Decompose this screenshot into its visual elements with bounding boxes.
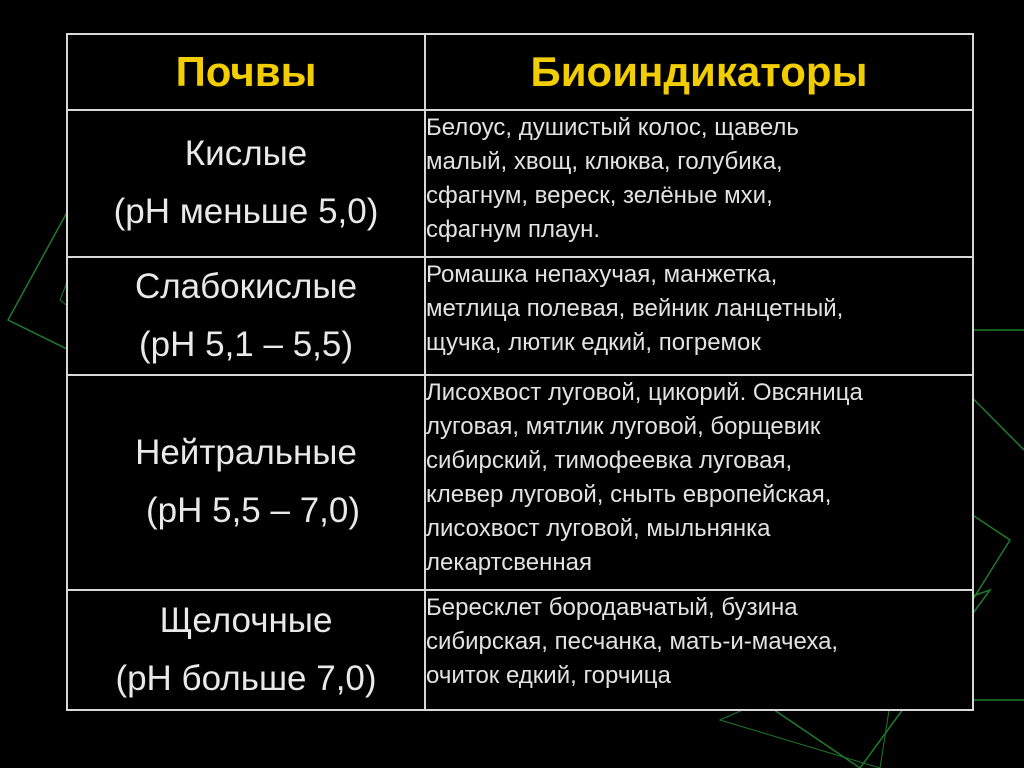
soil-ph: (рН 5,5 – 7,0) bbox=[146, 491, 360, 531]
bioindicator-cell bbox=[425, 257, 973, 375]
bioindicator-cell bbox=[425, 110, 973, 256]
table-header-row bbox=[67, 34, 973, 110]
bioindicator-list: Ромашка непахучая, манжетка, метлица полевая, вейник ланцетный, щучка, лютик едкий, погремок bbox=[426, 260, 844, 356]
table-row bbox=[67, 375, 973, 590]
soil-ph: (рН больше 7,0) bbox=[115, 658, 377, 698]
soil-cell bbox=[67, 375, 425, 590]
soil-cell bbox=[67, 110, 425, 256]
soil-bioindicator-table bbox=[66, 33, 974, 711]
bioindicator-list: Бересклет бородавчатый, бузина сибирская, песчанка, мать-и-мачеха, очиток едкий, горчица bbox=[426, 593, 839, 689]
table-row bbox=[67, 590, 973, 710]
soil-name: Кислые bbox=[184, 134, 308, 174]
bioindicator-list: Белоус, душистый колос, щавель малый, хвощ, клюква, голубика, сфагнум, вереск, зелёные мхи, сфагнум плаун. bbox=[426, 114, 799, 244]
bioindicator-list: Лисохвост луговой, цикорий. Овсяница луговая, мятлик луговой, борщевик сибирский, тимофеевка луговая, клевер луговой, сныть европейская, лисохвост луговой, мыльнянка лекартсвенная bbox=[426, 378, 863, 576]
table-row bbox=[67, 257, 973, 375]
soil-ph: (рН меньше 5,0) bbox=[113, 192, 379, 232]
soil-cell bbox=[67, 590, 425, 710]
soil-cell bbox=[67, 257, 425, 375]
soil-name: Нейтральные bbox=[135, 433, 357, 473]
soil-name: Щелочные bbox=[159, 600, 333, 640]
soil-ph: (рН 5,1 – 5,5) bbox=[139, 324, 353, 364]
bioindicator-cell bbox=[425, 590, 973, 710]
header-soils: Почвы bbox=[67, 34, 425, 110]
header-bioindicators: Биоиндикаторы bbox=[425, 34, 973, 110]
soil-name: Слабокислые bbox=[134, 266, 358, 306]
table-row bbox=[67, 110, 973, 256]
bioindicator-cell bbox=[425, 375, 973, 590]
